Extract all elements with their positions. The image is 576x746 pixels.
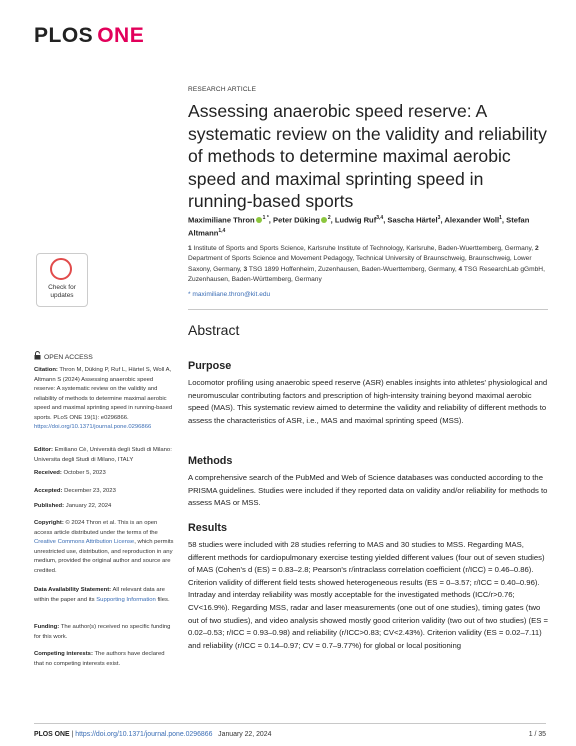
author-name[interactable]: Maximiliane Thron [188, 215, 255, 225]
footer-doi-link[interactable]: https://doi.org/10.1371/journal.pone.0296866 [75, 731, 213, 738]
received-date: October 5, 2023 [63, 470, 106, 476]
received-label: Received: [34, 470, 62, 476]
affiliations [188, 244, 548, 286]
footer-journal: PLOS ONE [34, 731, 70, 738]
divider [188, 309, 548, 310]
footer-divider [34, 723, 546, 724]
affil-text: Department of Sports Science and Movement Pedagogy, Technical University of Braunschweig, Braunschweig, Lower Saxony, Germany, [188, 255, 532, 273]
corresponding-email-link[interactable]: * maximiliane.thron@kit.edu [188, 291, 271, 298]
open-access-label [34, 351, 93, 362]
funding-block [34, 623, 174, 642]
published-date: January 22, 2024 [65, 503, 112, 509]
copyright-block [34, 519, 174, 576]
editor-label: Editor: [34, 447, 53, 453]
author-name[interactable]: Stefan Altmann [188, 215, 530, 238]
accepted-label: Accepted: [34, 488, 63, 494]
citation-doi-link[interactable]: https://doi.org/10.1371/journal.pone.0296866 [34, 424, 152, 430]
editor-block [34, 446, 174, 465]
purpose-heading: Purpose [188, 360, 232, 372]
author-name[interactable]: Ludwig Ruf [334, 215, 377, 225]
author-name[interactable]: Alexander Woll [444, 215, 500, 225]
open-access-text: OPEN ACCESS [44, 354, 93, 361]
author-name[interactable]: Peter Düking [273, 215, 320, 225]
citation-text: Thron M, Düking P, Ruf L, Härtel S, Woll A, Altmann S (2024) Assessing anaerobic speed reserve: A systematic review on the validity and reliability of methods to determine maximal aerobic speed and maximal sprinting speed in running-based sports. PLoS ONE 19(1): e0296866. [34, 367, 173, 421]
results-heading: Results [188, 522, 228, 534]
results-text: 58 studies were included with 28 studies referring to MAS and 30 studies to MSS. Regarding MAS, different methods for cardiopulmonary exercise testing yielded different values (four out of seven studies) of MAS (Cohen's d (ES) = 0.83–2.8; Pearson's r/intraclass correlation coefficient (r/ICC) = 0.46–0.86). Criterion validity of different field tests showed heterogeneous results (ES = 0–3.57; r/ICC = 0.40–0.96). Intraday and interday reliability was mostly acceptable for the investigated methods (ICC/r>0.76; CV<16.9%). Regarding MSS, radar and laser measurements (one out of one studies), timing gates (two out of two studies), and video analysis showed mostly good criterion validity (two out of two studies) (ES = 0.02–0.53; r/ICC = 0.93–0.98) and reliability (r/ICC>0.83; CV<2.43%). Criterion validity (ES = 0.02–7.11) and reliability (r/ICC = 0.14–0.97; CV = 0.7–9.77%) for global or local positioning [188, 540, 548, 650]
copyright-label: Copyright: [34, 520, 64, 526]
affil-text: TSG 1899 Hoffenheim, Zuzenhausen, Baden-Wuerttemberg, Germany, [248, 265, 457, 273]
orcid-icon[interactable] [256, 217, 262, 223]
author-list: Maximiliane Thron $^{1 *}$, Peter Düking $^2$, Ludwig Ruf$^{3,4}$, Sascha Härtel$^3$, Alexander Woll$^1$, Stefan Altmann$^{1,4}$ [188, 215, 530, 238]
page-number: 1 / 35 [528, 731, 546, 738]
methods-heading: Methods [188, 455, 233, 467]
author-name[interactable]: Sascha Härtel [387, 215, 438, 225]
logo-plos: PLOS [34, 24, 94, 47]
author-affil: 3,4 [376, 215, 384, 221]
affil-text: Institute of Sports and Sports Science, Karlsruhe Institute of Technology, Karlsruhe, Baden-Wuerttemberg, Germany, [193, 245, 534, 252]
affil-num: 2 [535, 245, 539, 252]
article-type: RESEARCH ARTICLE [188, 86, 257, 93]
footer-separator: | [71, 731, 74, 738]
check-for-updates-badge[interactable] [36, 253, 88, 307]
funding-text: The author(s) received no specific funding for this work. [34, 624, 171, 640]
competing-interests-label: Competing interests: [34, 651, 93, 657]
copyright-text: © 2024 Thron et al. This is an open access article distributed under the terms of the [34, 520, 158, 536]
plos-one-logo [34, 24, 144, 48]
orcid-icon[interactable] [321, 217, 327, 223]
author-affil: 2 [327, 215, 331, 221]
footer-date: January 22, 2024 [218, 731, 272, 738]
affil-num: 1 [188, 245, 192, 252]
author-affil: 1 * [262, 215, 269, 221]
author-affil: 1,4 [218, 227, 226, 234]
accepted-date: December 23, 2023 [64, 488, 116, 494]
supporting-information-link[interactable]: Supporting Information [96, 596, 156, 603]
citation-block [34, 366, 174, 433]
data-availability-label: Data Availability Statement: [34, 587, 112, 593]
badge-line2: updates [50, 292, 74, 299]
published-label: Published: [34, 503, 65, 509]
accepted-block [34, 487, 174, 497]
copyright-text-2: , which permits unrestricted use, distribution, and reproduction in any medium, provided the original author and source are credited. [34, 539, 174, 574]
competing-interests-text: The authors have declared that no competing interests exist. [34, 651, 165, 667]
data-availability-text: All relevant data are within the paper and its [34, 587, 165, 603]
affil-num: 4 [458, 265, 463, 273]
affil-text: TSG ResearchLab gGmbH, Zuzenhausen, Baden-Württemberg, Germany [188, 265, 545, 284]
data-availability-text-2: files. [157, 596, 170, 603]
received-block [34, 469, 174, 479]
open-lock-icon [34, 351, 41, 362]
page-footer [34, 731, 271, 738]
badge-line1: Check for [48, 284, 76, 291]
competing-interests-block [34, 650, 174, 669]
author-affil: 3 [437, 215, 441, 221]
affil-num: 3 [243, 265, 248, 273]
abstract-heading: Abstract [188, 322, 240, 338]
article-title: Assessing anaerobic speed reserve: A systematic review on the validity and reliability of methods to determine maximal aerobic speed and maximal sprinting speed in running-based sports [188, 101, 547, 211]
logo-one: ONE [97, 24, 145, 47]
author-affil: 1 [499, 215, 502, 221]
published-block [34, 502, 174, 512]
editor-text: Emiliano Cè, Università degli Studi di Milano: Universita degli Studi di Milano, ITALY [34, 447, 172, 463]
cc-license-link[interactable]: Creative Commons Attribution License [34, 539, 135, 545]
data-availability-block [34, 586, 174, 605]
purpose-text: Locomotor profiling using anaerobic speed reserve (ASR) enables insights into athletes' physiological and neuromuscular contributing factors and prescription of high-intensity training beyond maximal aerobic speed (MAS). This systematic review aimed to determine the validity and reliability of different methods to assess the characteristics of ASR, i.e., MAS and maximal sprinting speed (MSS). [188, 378, 548, 425]
crossmark-icon [50, 258, 72, 280]
funding-label: Funding: [34, 624, 60, 630]
citation-label: Citation: [34, 367, 58, 373]
methods-text: A comprehensive search of the PubMed and Web of Science databases was conducted according to the PRISMA guidelines. Studies were included if they reported data on validity and/or reliability for methods to assess MAS or MSS. [188, 473, 548, 508]
